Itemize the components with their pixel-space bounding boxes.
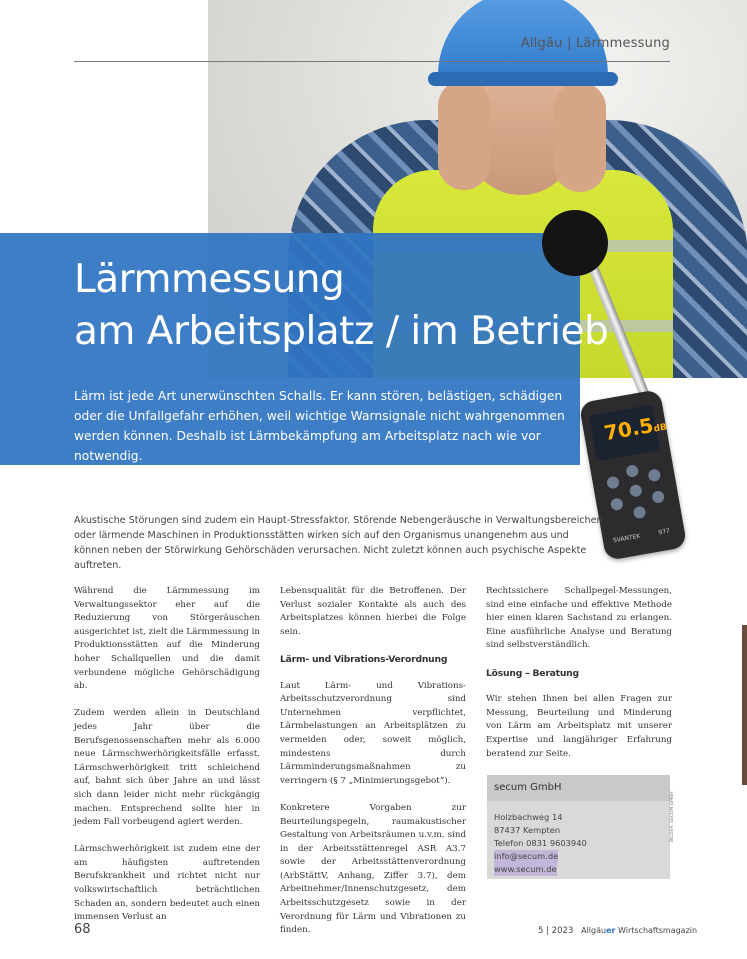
article-column-1	[74, 585, 260, 938]
article-column-3	[486, 585, 672, 775]
intro-text: Akustische Störungen sind zudem ein Haupt-Stressfaktor. Störende Nebengeräusche in Verwaltungsbereichen oder lärmende Maschinen in Produktionsstätten wirken sich auf den Organismus unangenehm aus und können neben der Störwirkung Gehörschäden verursachen. Nicht zuletzt können auch psychische Aspekte auftreten.	[74, 515, 603, 571]
subheading-regulation: Lärm- und Vibrations-Verordnung	[280, 653, 448, 665]
header-divider	[74, 61, 670, 62]
paragraph: Lebensqualität für die Betroffenen. Der Verlust sozialer Kontakte als auch des Arbeitsplatzes können hierbei die Folge sein.	[280, 586, 466, 637]
title-line-1: Lärmmessung	[74, 257, 345, 302]
page-number: 68	[74, 922, 91, 937]
paragraph: Zudem werden allein in Deutschland jedes Jahr über die Berufsgenossenschaften mehr als 6.000 neue Lärmschwerhörigkeitsfälle erfasst. Lärmschwerhörigkeit tritt schleichend auf, bahnt sich über Jahre an und lässt sich dann leider nicht mehr rückgängig machen. Entsprechend sollte hier in jedem Fall vorbeugend agiert werden.	[74, 708, 260, 828]
company-city: 87437 Kempten	[494, 825, 561, 835]
adjacent-page-edge	[742, 625, 747, 785]
sound-level-meter-icon	[540, 205, 680, 565]
paragraph: Rechtssichere Schallpegel-Messungen, sind eine einfache und effektive Methode hier einen klaren Sachstand zu erlangen. Eine ausführliche Analyse und Beratung sind selbstverständlich.	[486, 586, 672, 651]
meter-model: 977	[657, 527, 671, 537]
meter-unit: dB	[652, 422, 668, 435]
meter-brand: SVANTEK	[612, 532, 641, 545]
meter-reading: 70.5	[602, 412, 656, 446]
magazine-name	[576, 926, 697, 935]
company-contact-box	[487, 775, 670, 879]
section-header: Allgäu | Lärmmessung	[520, 36, 670, 51]
company-name: secum GmbH	[487, 775, 670, 801]
paragraph: Wir stehen Ihnen bei allen Fragen zur Messung, Beurteilung und Minderung von Lärm am Arbeitsplatz mit unserer Expertise und langjähriger Erfahrung beratend zur Seite.	[486, 694, 672, 759]
paragraph: Laut Lärm- und Vibrations-Arbeitsschutzverordnung sind Unternehmen verpflichtet, Lärmbelastungen an Arbeitsplätzen zu vermeiden oder, soweit möglich, mindestens durch Lärmminderungsmaßnahmen zu verringern (§ 7 „Minimierungsgebot“).	[280, 680, 466, 786]
intro-paragraph	[74, 513, 606, 573]
subheading-solution: Lösung – Beratung	[486, 667, 579, 679]
title-line-2: am Arbeitsplatz / im Betrieb	[74, 309, 609, 354]
company-street: Holzbachweg 14	[494, 812, 563, 822]
magazine-name-rest: Wirtschaftsmagazin	[615, 926, 698, 935]
company-email-link[interactable]: info@secum.de	[494, 851, 559, 861]
article-column-2	[280, 585, 466, 951]
paragraph: Während die Lärmmessung im Verwaltungssektor eher auf die Reduzierung von Störgeräuschen ausgerichtet ist, zielt die Lärmmessung in Produktionsstätten auf die Minderung hoher Schallquellen und die damit verbundene mögliche Gehörschädigung ab.	[74, 586, 260, 692]
article-lead: Lärm ist jede Art unerwünschten Schalls. Er kann stören, belästigen, schädigen oder die Unfallgefahr erhöhen, weil wichtige Warnsignale nicht wahrgenommen werden können. Deshalb ist Lärmbekämpfung am Arbeitsplatz nach wie vor notwendig.	[74, 389, 565, 463]
magazine-name-er: er	[606, 926, 616, 935]
article-title	[74, 254, 608, 358]
company-web-link[interactable]: www.secum.de	[494, 864, 557, 874]
issue-number: 5 | 2023	[538, 926, 574, 936]
company-phone: Telefon 0831 9603940	[494, 838, 587, 848]
magazine-name-prefix: Allgäu	[581, 926, 607, 935]
paragraph: Konkretere Vorgaben zur Beurteilungspegeln, raumakustischer Gestaltung von Arbeitsräumen u.v.m. sind in der Arbeitsstättenregel ASR A3.7 sowie der Arbeitsstättenverordnung (ArbStättV, Anhang, Ziffer 3.7), dem Arbeitnehmer/Innenschutzgesetz, dem Arbeitsschutzgesetz sowie in der Verordnung für Lärm und Vibrationen zu finden.	[280, 802, 466, 936]
paragraph: Lärmschwerhörigkeit ist zudem eine der am häufigsten auftretenden Berufskrankheit und richtet nicht nur volkswirtschaftlich beträchtlichen Schaden an, sondern bedeutet auch einen immensen Verlust an	[74, 844, 260, 923]
footer-issue	[538, 926, 697, 936]
photo-credit: BILDER: SECUM GMBH	[670, 791, 675, 842]
